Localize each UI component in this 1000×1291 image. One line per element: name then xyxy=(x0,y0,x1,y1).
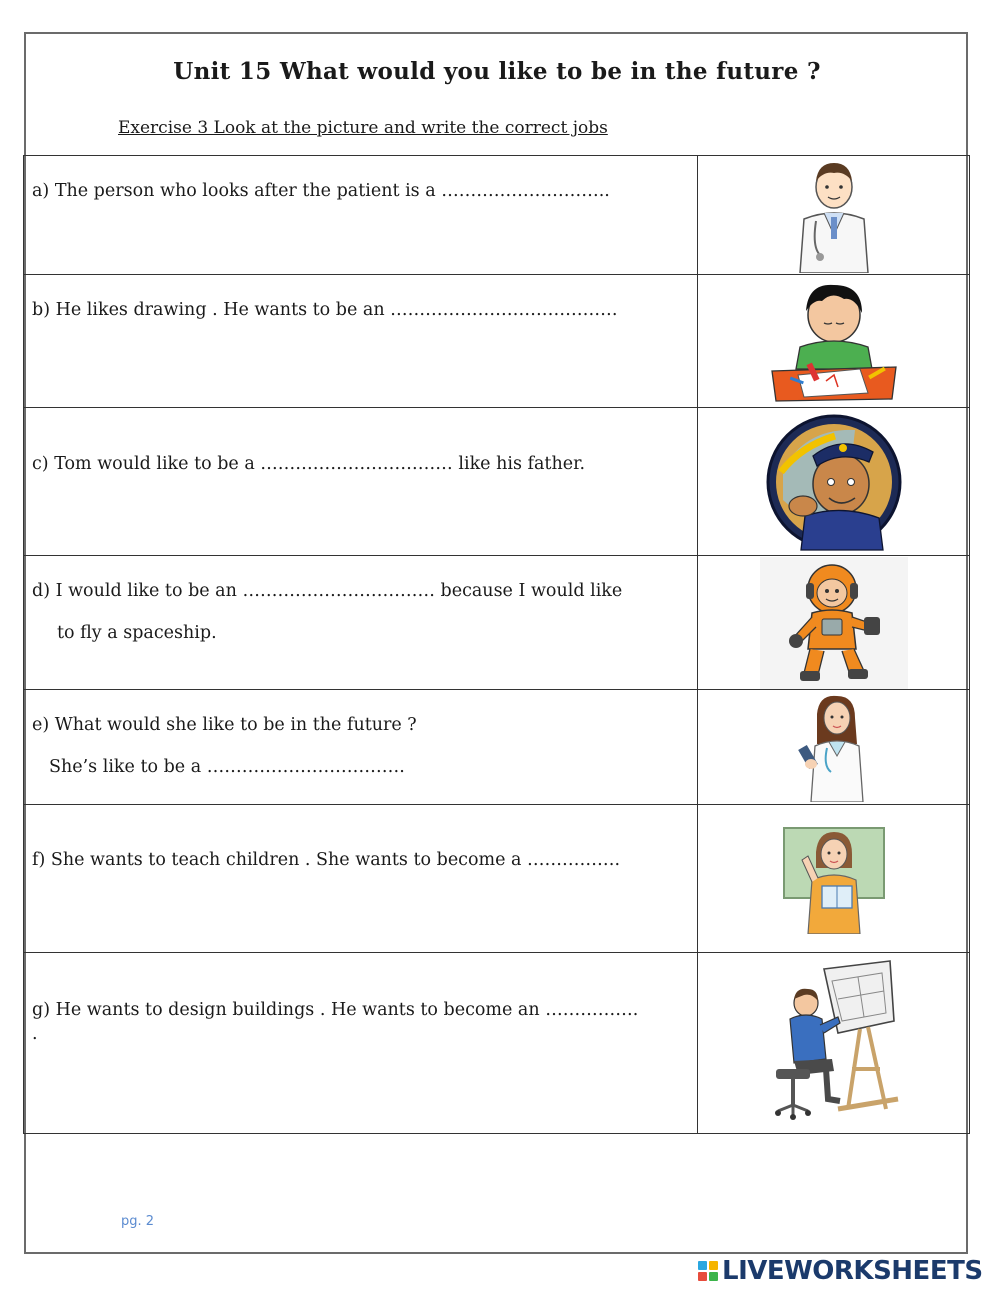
female-doctor-illustration xyxy=(797,692,871,802)
question-row-d xyxy=(24,556,970,690)
pilot-picture xyxy=(765,410,903,553)
question-line-1: e) What would she like to be in the future ? xyxy=(32,715,417,735)
question-line-2: She’s like to be a ……………………………. xyxy=(49,756,405,777)
question-row-e xyxy=(24,690,970,805)
question-text: f) She wants to teach children . She wants to become a ……………. xyxy=(32,850,621,870)
question-text xyxy=(24,556,697,645)
question-line-1: d) I would like to be an …………………………… because I would like xyxy=(32,581,623,601)
question-text xyxy=(24,953,697,1046)
question-row-a xyxy=(24,156,970,275)
question-row-b xyxy=(24,275,970,408)
question-text: b) He likes drawing . He wants to be an ………………………………… xyxy=(32,300,618,320)
question-line-2: to fly a spaceship. xyxy=(57,622,217,643)
worksheet-title: Unit 15 What would you like to be in the future ? xyxy=(173,58,821,85)
boy-drawing-illustration xyxy=(768,277,900,405)
exercise-instruction: Exercise 3 Look at the picture and write the correct jobs xyxy=(118,118,608,138)
question-text: a) The person who looks after the patient is a ……………………….. xyxy=(32,181,610,201)
boy-drawing-picture xyxy=(768,277,900,405)
architect-picture xyxy=(768,955,900,1131)
astronaut-picture xyxy=(760,558,908,687)
question-text xyxy=(24,690,697,779)
question-text: c) Tom would like to be a …………………………… like his father. xyxy=(32,454,586,474)
teacher-picture xyxy=(782,807,886,950)
question-line-1: g) He wants to design buildings . He wants to become an ……………. xyxy=(32,1000,639,1020)
doctor-picture xyxy=(778,158,890,272)
doctor-illustration xyxy=(778,157,890,273)
liveworksheets-logo xyxy=(698,1256,983,1286)
female-doctor-picture xyxy=(797,692,871,802)
brand-name: LIVEWORKSHEETS xyxy=(722,1256,983,1286)
question-row-g xyxy=(24,953,970,1134)
question-line-2: . xyxy=(32,1023,38,1044)
exercise-table xyxy=(23,155,970,1134)
question-row-c xyxy=(24,408,970,556)
question-row-f xyxy=(24,805,970,953)
page-number: pg. 2 xyxy=(121,1214,155,1229)
astronaut-illustration xyxy=(760,557,908,689)
pilot-illustration xyxy=(765,410,903,554)
architect-illustration xyxy=(768,959,900,1127)
teacher-illustration xyxy=(782,824,886,934)
logo-icon xyxy=(698,1261,718,1281)
